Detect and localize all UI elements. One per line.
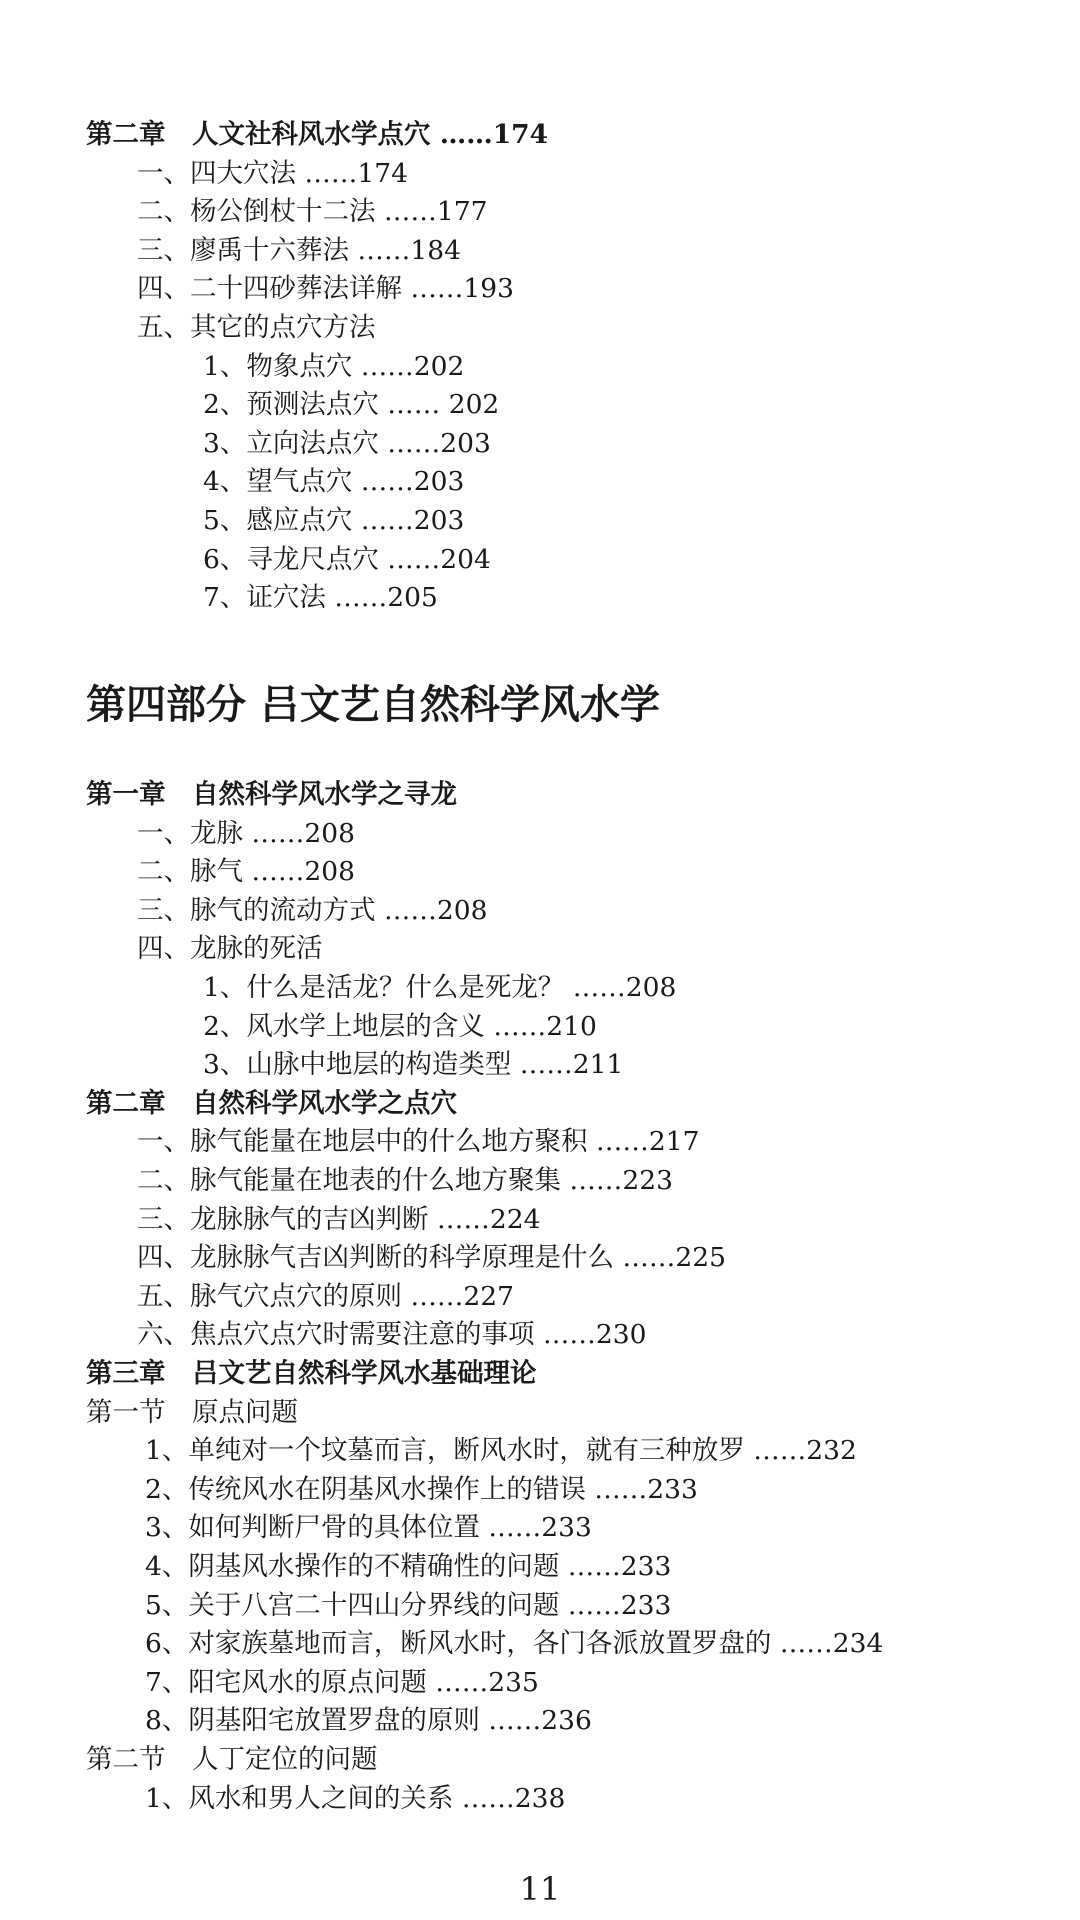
toc-section-line: 二、杨公倒杖十二法 ……177 (137, 196, 488, 228)
toc-item-line: 6、寻龙尺点穴 ……204 (203, 543, 491, 575)
toc-section-line: 六、焦点穴点穴时需要注意的事项 ……230 (137, 1319, 647, 1351)
toc-subitem-line: 7、阳宅风水的原点问题 ……235 (145, 1666, 539, 1698)
toc-section-line: 一、四大穴法 ……174 (137, 157, 409, 189)
toc-item-line: 4、望气点穴 ……203 (203, 466, 465, 498)
toc-node-line: 第二节 人丁定位的问题 (86, 1744, 378, 1775)
toc-section-line: 二、脉气能量在地表的什么地方聚集 ……223 (137, 1165, 674, 1196)
toc-subitem-line: 3、如何判断尸骨的具体位置 ……233 (145, 1512, 592, 1544)
part-heading: 第四部分 吕文艺自然科学风水学 (86, 682, 660, 728)
toc-subitem-line: 1、风水和男人之间的关系 ……238 (145, 1782, 566, 1814)
toc-item-line: 1、物象点穴 ……202 (203, 350, 465, 382)
toc-item-line: 3、立向法点穴 ……203 (203, 427, 491, 459)
toc-chapter-line: 第二章 人文社科风水学点穴 ……174 (86, 119, 549, 150)
toc-item-line: 1、什么是活龙？什么是死龙？ ……208 (203, 972, 677, 1003)
toc-subitem-line: 8、阴基阳宅放置罗盘的原则 ……236 (145, 1705, 592, 1737)
toc-subitem-line: 4、阴基风水操作的不精确性的问题 ……233 (145, 1551, 672, 1582)
toc-subitem-line: 6、对家族墓地而言，断风水时，各门各派放置罗盘的 ……234 (145, 1628, 884, 1660)
toc-node-line: 第一节 原点问题 (86, 1396, 298, 1428)
toc-section-line: 三、脉气的流动方式 ……208 (137, 894, 488, 926)
toc-chapter-line: 第一章 自然科学风水学之寻龙 (86, 779, 457, 810)
toc-section-line: 四、龙脉脉气吉凶判断的科学原理是什么 ……225 (137, 1242, 727, 1274)
toc-section-line: 一、龙脉 ……208 (137, 817, 356, 849)
toc-item-line: 7、证穴法 ……205 (203, 582, 438, 614)
toc-subitem-line: 5、关于八宫二十四山分界线的问题 ……233 (145, 1589, 672, 1621)
toc-section-line: 一、脉气能量在地层中的什么地方聚积 ……217 (137, 1126, 700, 1158)
toc-section-line: 三、龙脉脉气的吉凶判断 ……224 (137, 1203, 541, 1235)
toc-section-line: 四、龙脉的死活 (137, 933, 323, 965)
page-number: 11 (519, 1870, 561, 1908)
toc-chapter-line: 第二章 自然科学风水学之点穴 (86, 1087, 457, 1119)
toc-subitem-line: 1、单纯对一个坟墓而言，断风水时，就有三种放罗 ……232 (145, 1435, 857, 1467)
toc-section-line: 四、二十四砂葬法详解 ……193 (137, 273, 515, 305)
toc-section-line: 三、廖禹十六葬法 ……184 (137, 234, 462, 266)
toc-item-line: 2、预测法点穴 …… 202 (203, 389, 500, 421)
toc-section-line: 二、脉气 ……208 (137, 856, 356, 888)
toc-chapter-line: 第三章 吕文艺自然科学风水基础理论 (86, 1358, 537, 1389)
toc-section-line: 五、脉气穴点穴的原则 ……227 (137, 1280, 515, 1312)
toc-item-line: 2、风水学上地层的含义 ……210 (203, 1010, 597, 1042)
toc-item-line: 3、山脉中地层的构造类型 ……211 (203, 1049, 624, 1081)
toc-item-line: 5、感应点穴 ……203 (203, 505, 465, 536)
toc-subitem-line: 2、传统风水在阴基风水操作上的错误 ……233 (145, 1473, 698, 1505)
toc-section-line: 五、其它的点穴方法 (137, 312, 376, 343)
